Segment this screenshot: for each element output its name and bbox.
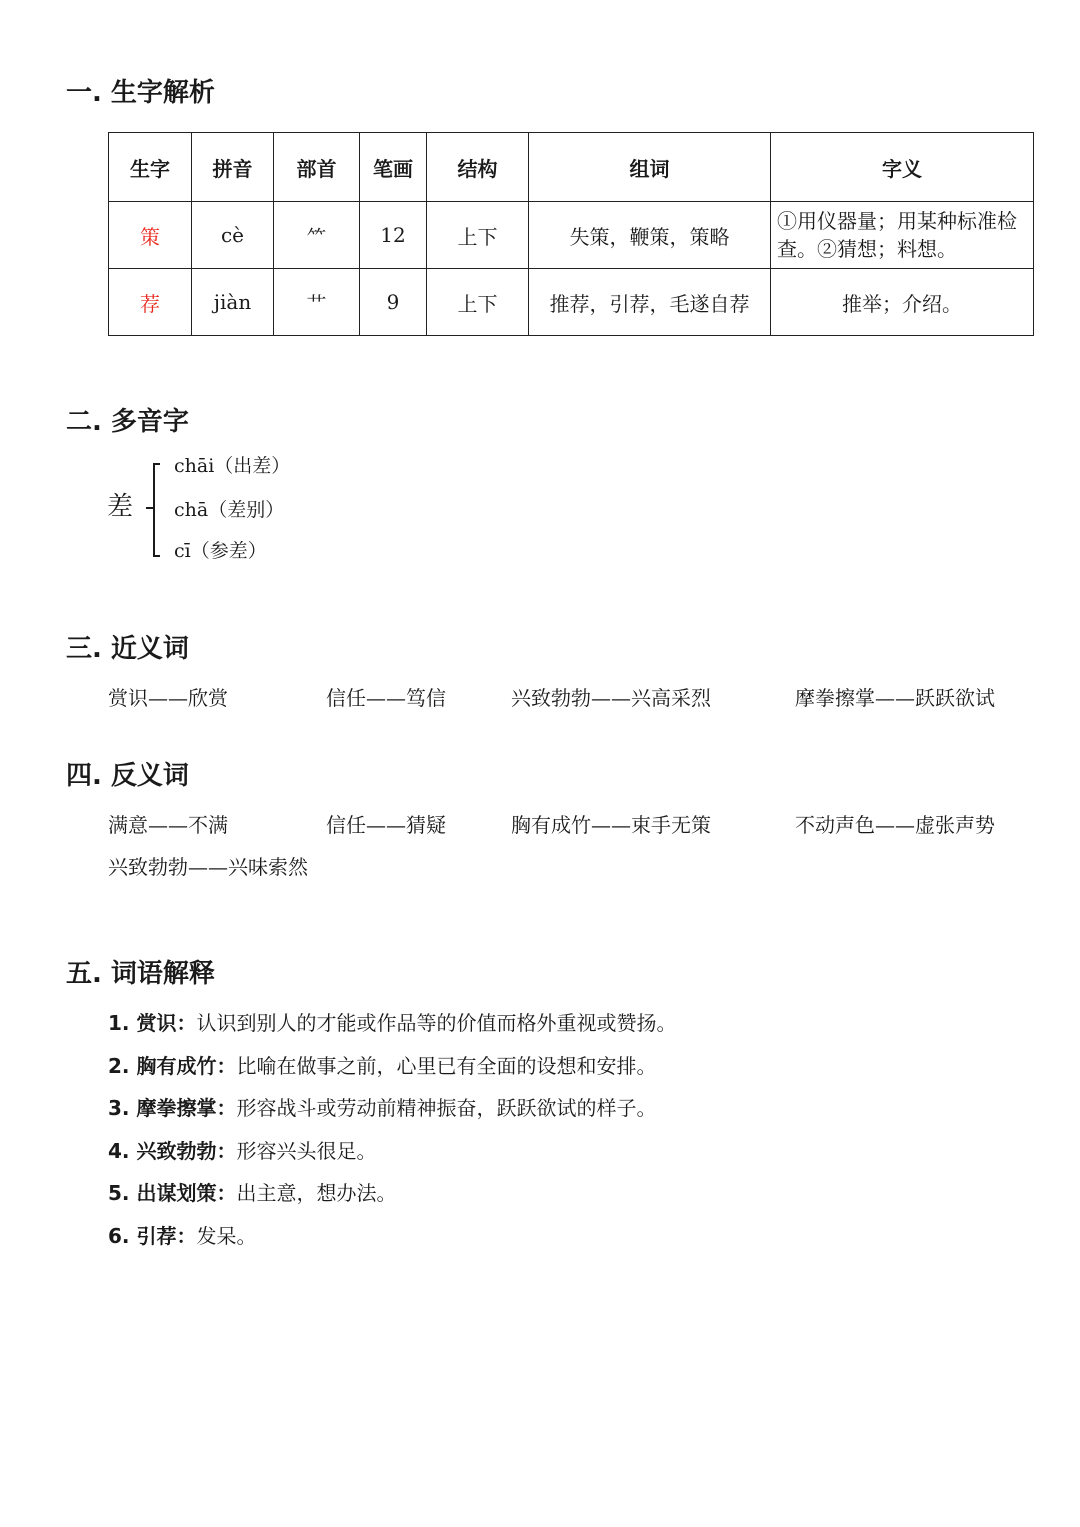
synonym-pair: 信任——笃信 bbox=[326, 686, 446, 710]
definition-text: 形容兴头很足。 bbox=[236, 1139, 377, 1163]
definition-text: 认识到别人的才能或作品等的价值而格外重视或赞扬。 bbox=[196, 1011, 677, 1035]
table-row bbox=[109, 202, 1034, 269]
header-cell: 部首 bbox=[274, 133, 360, 202]
section-title-characters: 一. 生字解析 bbox=[66, 78, 215, 108]
character-table bbox=[108, 132, 1034, 336]
meaning-cell: 推举；介绍。 bbox=[771, 269, 1034, 336]
section-title-definitions: 五. 词语解释 bbox=[66, 959, 215, 989]
structure-cell: 上下 bbox=[427, 269, 529, 336]
pinyin-cell: jiàn bbox=[192, 269, 274, 336]
synonym-pair: 摩拳擦掌——跃跃欲试 bbox=[795, 686, 995, 710]
header-cell: 生字 bbox=[109, 133, 192, 202]
definition-item bbox=[108, 1052, 656, 1080]
pinyin-cell: cè bbox=[192, 202, 274, 269]
header-cell: 结构 bbox=[427, 133, 529, 202]
strokes-cell: 12 bbox=[360, 202, 427, 269]
antonym-pair: 信任——猜疑 bbox=[326, 813, 446, 837]
header-cell: 字义 bbox=[771, 133, 1034, 202]
radical-cell: 艹 bbox=[274, 269, 360, 336]
definition-item bbox=[108, 1222, 256, 1250]
definition-item bbox=[108, 1009, 676, 1037]
radical-cell: ⺮ bbox=[274, 202, 360, 269]
antonym-pair: 不动声色——虚张声势 bbox=[795, 813, 995, 837]
definition-term: 4. 兴致勃勃： bbox=[108, 1139, 237, 1163]
definition-term: 1. 赏识： bbox=[108, 1011, 197, 1035]
header-cell: 组词 bbox=[529, 133, 771, 202]
char-cell: 策 bbox=[109, 202, 192, 269]
definition-text: 出主意，想办法。 bbox=[236, 1181, 397, 1205]
definition-item bbox=[108, 1179, 396, 1207]
header-cell: 拼音 bbox=[192, 133, 274, 202]
definition-term: 5. 出谋划策： bbox=[108, 1181, 237, 1205]
definition-text: 比喻在做事之前，心里已有全面的设想和安排。 bbox=[236, 1054, 657, 1078]
synonym-pair: 兴致勃勃——兴高采烈 bbox=[511, 686, 711, 710]
definition-item bbox=[108, 1094, 656, 1122]
definition-term: 2. 胸有成竹： bbox=[108, 1054, 237, 1078]
definition-text: 发呆。 bbox=[196, 1224, 257, 1248]
synonym-pair: 赏识——欣赏 bbox=[108, 686, 228, 710]
polyphone-char: 差 bbox=[107, 492, 134, 522]
section-title-synonyms: 三. 近义词 bbox=[66, 634, 189, 664]
antonym-pair: 胸有成竹——束手无策 bbox=[511, 813, 711, 837]
words-cell: 推荐，引荐，毛遂自荐 bbox=[529, 269, 771, 336]
header-cell: 笔画 bbox=[360, 133, 427, 202]
section-title-polyphone: 二. 多音字 bbox=[66, 407, 189, 437]
antonym-pair: 兴致勃勃——兴味索然 bbox=[108, 855, 308, 879]
strokes-cell: 9 bbox=[360, 269, 427, 336]
definition-term: 6. 引荐： bbox=[108, 1224, 197, 1248]
meaning-cell: ①用仪器量；用某种标准检查。②猜想；料想。 bbox=[771, 202, 1034, 269]
words-cell: 失策，鞭策，策略 bbox=[529, 202, 771, 269]
polyphone-reading: chā（差别） bbox=[174, 499, 285, 521]
definition-text: 形容战斗或劳动前精神振奋，跃跃欲试的样子。 bbox=[236, 1096, 657, 1120]
polyphone-reading: chāi（出差） bbox=[174, 455, 291, 477]
table-row bbox=[109, 269, 1034, 336]
table-header-row bbox=[109, 133, 1034, 202]
polyphone-reading: cī（参差） bbox=[174, 540, 267, 562]
antonym-pair: 满意——不满 bbox=[108, 813, 228, 837]
structure-cell: 上下 bbox=[427, 202, 529, 269]
definition-item bbox=[108, 1137, 376, 1165]
definition-term: 3. 摩拳擦掌： bbox=[108, 1096, 237, 1120]
brace-icon bbox=[140, 462, 164, 558]
char-cell: 荐 bbox=[109, 269, 192, 336]
section-title-antonyms: 四. 反义词 bbox=[66, 761, 189, 791]
